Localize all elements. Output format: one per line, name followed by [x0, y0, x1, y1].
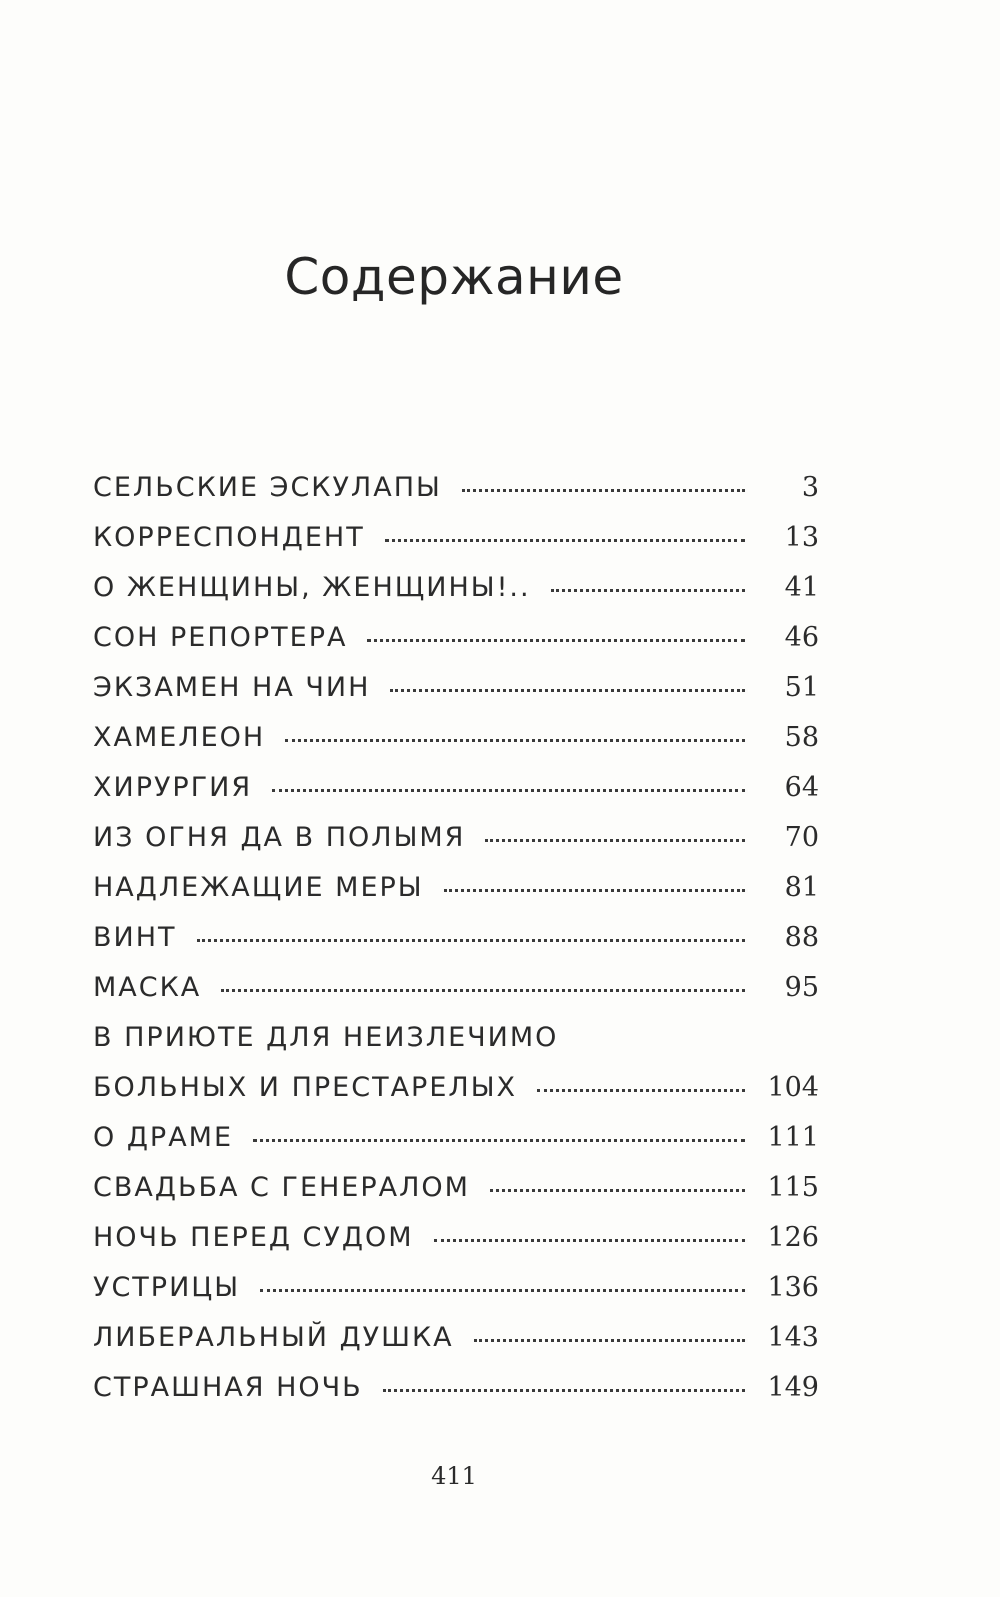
toc-entry — [93, 1063, 819, 1113]
toc-entry-title: БОЛЬНЫХ И ПРЕСТАРЕЛЫХ — [93, 1072, 518, 1103]
toc-entry-title: МАСКА — [93, 972, 202, 1003]
toc-entry-title: ЭКЗАМЕН НА ЧИН — [93, 672, 371, 703]
toc-entry-page: 58 — [784, 722, 819, 753]
toc-entry-title: СТРАШНАЯ НОЧЬ — [93, 1372, 363, 1403]
page-number: 411 — [431, 1462, 477, 1490]
dot-leader — [444, 889, 745, 892]
toc-entry — [93, 813, 819, 863]
dot-leader — [434, 1239, 746, 1242]
toc-entry — [93, 1163, 819, 1213]
toc-entry-page: 104 — [767, 1072, 819, 1103]
toc-entry — [93, 463, 819, 513]
dot-leader — [385, 539, 745, 542]
toc-entry — [93, 1213, 819, 1263]
toc-entry-page: 41 — [784, 572, 819, 603]
toc-entry-title: НОЧЬ ПЕРЕД СУДОМ — [93, 1222, 414, 1253]
toc-entry — [93, 1013, 819, 1063]
toc-entry-page: 46 — [784, 622, 819, 653]
toc-entry-title: СВАДЬБА С ГЕНЕРАЛОМ — [93, 1172, 470, 1203]
toc-entry — [93, 713, 819, 763]
toc-entry — [93, 1313, 819, 1363]
toc-entry — [93, 513, 819, 563]
toc-entry-page: 149 — [767, 1372, 819, 1403]
toc-entry-page: 13 — [784, 522, 819, 553]
toc-entry — [93, 863, 819, 913]
dot-leader — [383, 1389, 745, 1392]
toc-entry-title: О ЖЕНЩИНЫ, ЖЕНЩИНЫ!.. — [93, 572, 531, 603]
dot-leader — [221, 989, 745, 992]
toc-entry-title: ВИНТ — [93, 922, 177, 953]
toc-entry-page: 70 — [784, 822, 819, 853]
dot-leader — [537, 1089, 745, 1092]
toc-entry-title: ИЗ ОГНЯ ДА В ПОЛЫМЯ — [93, 822, 466, 853]
toc-entry-page: 143 — [767, 1322, 819, 1353]
toc-entry-title: КОРРЕСПОНДЕНТ — [93, 522, 365, 553]
page-title: Содержание — [284, 248, 624, 306]
toc-entry — [93, 663, 819, 713]
dot-leader — [474, 1339, 745, 1342]
toc-entry-title: В ПРИЮТЕ ДЛЯ НЕИЗЛЕЧИМО — [93, 1022, 559, 1053]
toc-entry-title: СОН РЕПОРТЕРА — [93, 622, 348, 653]
dot-leader — [485, 839, 745, 842]
toc-entry-page: 126 — [767, 1222, 819, 1253]
toc-entry — [93, 1363, 819, 1413]
toc-entry-page: 51 — [784, 672, 819, 703]
toc-entry-page: 111 — [767, 1122, 819, 1153]
toc-entry-page: 64 — [784, 772, 819, 803]
toc-entry-page: 95 — [784, 972, 819, 1003]
toc-entry — [93, 1263, 819, 1313]
toc-entry-title: НАДЛЕЖАЩИЕ МЕРЫ — [93, 872, 424, 903]
dot-leader — [197, 939, 745, 942]
dot-leader — [490, 1189, 745, 1192]
dot-leader — [551, 589, 745, 592]
toc-entry-title: УСТРИЦЫ — [93, 1272, 241, 1303]
dot-leader — [367, 639, 745, 642]
toc-entry-page: 88 — [784, 922, 819, 953]
toc-entry-page: 115 — [767, 1172, 819, 1203]
toc-entry — [93, 613, 819, 663]
dot-leader — [285, 739, 745, 742]
dot-leader — [272, 789, 745, 792]
dot-leader — [462, 489, 745, 492]
dot-leader — [253, 1139, 745, 1142]
toc-entry-title: СЕЛЬСКИЕ ЭСКУЛАПЫ — [93, 472, 442, 503]
toc-entry-title: О ДРАМЕ — [93, 1122, 234, 1153]
toc-entry — [93, 963, 819, 1013]
toc-entry — [93, 1113, 819, 1163]
toc-entry — [93, 913, 819, 963]
toc-entry-page: 3 — [801, 472, 819, 503]
toc-entry — [93, 763, 819, 813]
table-of-contents — [93, 463, 819, 1413]
dot-leader — [260, 1289, 745, 1292]
toc-entry-title: ХИРУРГИЯ — [93, 772, 253, 803]
toc-entry-page: 81 — [784, 872, 819, 903]
toc-entry-title: ЛИБЕРАЛЬНЫЙ ДУШКА — [93, 1322, 454, 1353]
toc-entry-title: ХАМЕЛЕОН — [93, 722, 266, 753]
toc-entry-page: 136 — [767, 1272, 819, 1303]
dot-leader — [390, 689, 745, 692]
toc-entry — [93, 563, 819, 613]
